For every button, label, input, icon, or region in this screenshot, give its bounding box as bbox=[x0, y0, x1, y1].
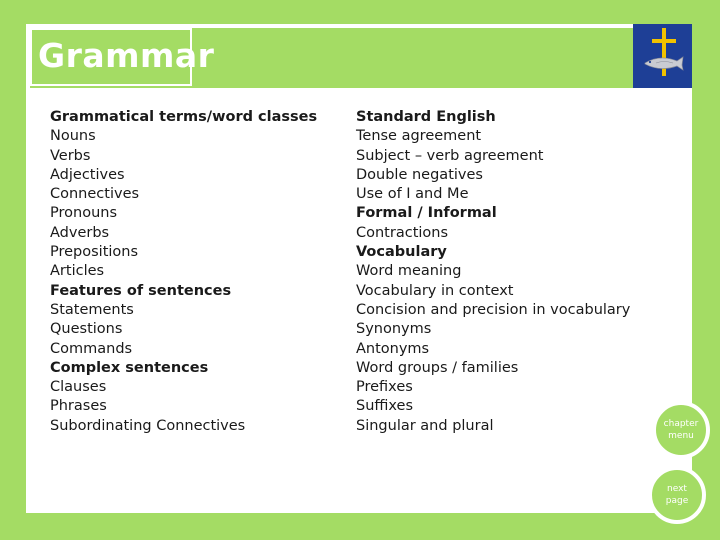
section-heading: Grammatical terms/word classes bbox=[50, 109, 318, 125]
list-item: Prepositions bbox=[50, 244, 139, 261]
list-item: Tense agreement bbox=[356, 128, 482, 145]
chapter-menu-label: chapter menu bbox=[663, 419, 699, 441]
list-item: Adverbs bbox=[50, 224, 110, 241]
list-item: Clauses bbox=[50, 379, 107, 396]
page-title: Grammar bbox=[38, 36, 215, 75]
section-heading: Standard English bbox=[356, 109, 496, 125]
list-item: Singular and plural bbox=[356, 417, 494, 434]
list-item: Prefixes bbox=[356, 379, 413, 396]
cross-and-fish-icon bbox=[633, 24, 692, 88]
section-heading: Formal / Informal bbox=[356, 205, 497, 222]
list-item: Connectives bbox=[50, 186, 140, 203]
list-item: Contractions bbox=[356, 224, 449, 241]
section-heading: Features of sentences bbox=[50, 282, 232, 299]
list-item: Word meaning bbox=[356, 263, 462, 280]
english-topics-list bbox=[356, 108, 630, 436]
list-item: Antonyms bbox=[356, 340, 430, 357]
list-item: Use of I and Me bbox=[356, 186, 469, 203]
list-item: Subject – verb agreement bbox=[356, 147, 544, 164]
list-item: Double negatives bbox=[356, 166, 483, 183]
list-item: Adjectives bbox=[50, 166, 125, 183]
list-item: Nouns bbox=[50, 128, 96, 145]
list-item: Questions bbox=[50, 321, 123, 338]
grammar-topics-list bbox=[50, 108, 317, 436]
list-item: Suffixes bbox=[356, 398, 414, 415]
list-item: Word groups / families bbox=[356, 359, 519, 376]
chapter-menu-button[interactable] bbox=[652, 401, 710, 459]
section-heading: Complex sentences bbox=[50, 359, 209, 376]
list-item: Articles bbox=[50, 263, 105, 280]
section-heading: Vocabulary bbox=[356, 244, 447, 261]
logo bbox=[633, 24, 692, 88]
list-item: Concision and precision in vocabulary bbox=[356, 301, 631, 318]
list-item: Statements bbox=[50, 301, 134, 318]
list-item: Subordinating Connectives bbox=[50, 417, 246, 434]
next-page-button[interactable] bbox=[648, 466, 706, 524]
list-item: Verbs bbox=[50, 147, 91, 164]
list-item: Pronouns bbox=[50, 205, 117, 222]
list-item: Vocabulary in context bbox=[356, 282, 514, 299]
list-item: Synonyms bbox=[356, 321, 432, 338]
list-item: Phrases bbox=[50, 398, 107, 415]
next-page-label: next page bbox=[665, 484, 689, 506]
list-item: Commands bbox=[50, 340, 133, 357]
